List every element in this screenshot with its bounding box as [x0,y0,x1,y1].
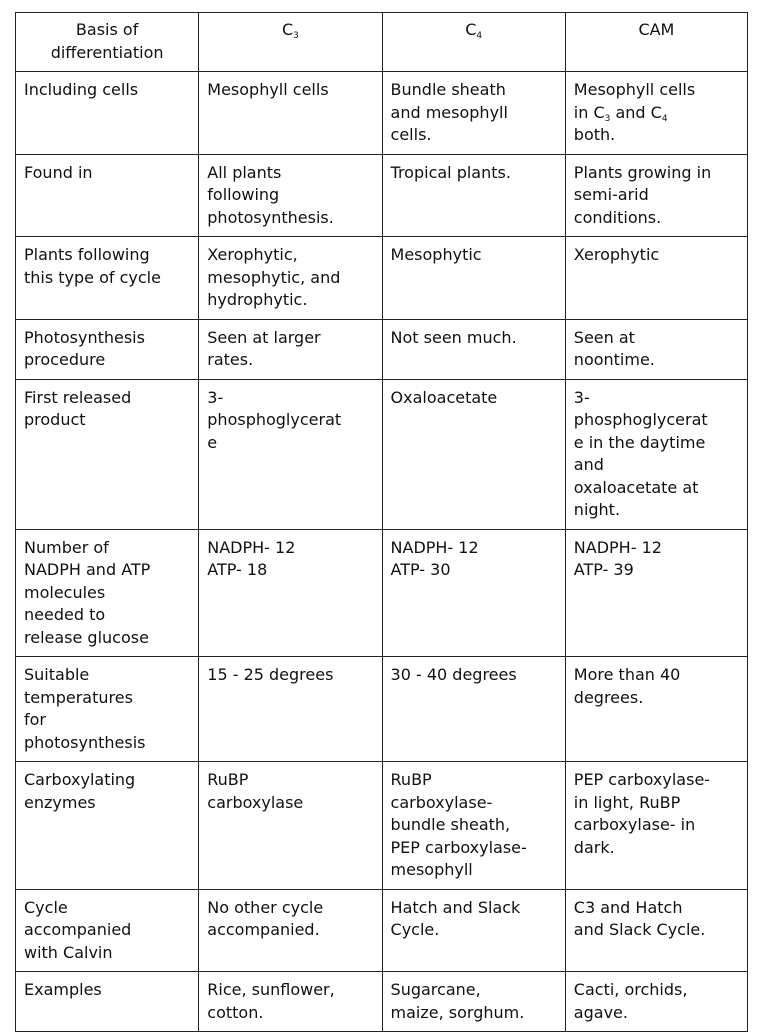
table-row [16,762,748,890]
cam-cell: Mesophyll cells in $C_3$ and $C_4$ both. [565,72,747,155]
table-row [16,529,748,657]
c4-cell: NADPH- 12 ATP- 30 [382,529,565,657]
basis-cell: Number of NADPH and ATP molecules needed to release glucose [16,529,199,657]
table-row [16,319,748,379]
header-c3: $C_3$ [199,13,382,72]
c4-cell: Mesophytic [382,237,565,320]
c3-cell: Xerophytic, mesophytic, and hydrophytic. [199,237,382,320]
c3-cell: RuBP carboxylase [199,762,382,890]
table-row [16,379,748,529]
basis-cell: Cycle accompanied with Calvin [16,889,199,972]
table-row [16,657,748,762]
c4-cell: Tropical plants. [382,154,565,237]
c4-cell: Sugarcane, maize, sorghum. [382,972,565,1032]
table-row [16,237,748,320]
basis-cell: First released product [16,379,199,529]
c3-cell: Seen at larger rates. [199,319,382,379]
c3-cell: All plants following photosynthesis. [199,154,382,237]
basis-cell: Suitable temperatures for photosynthesis [16,657,199,762]
cam-cell: Seen at noontime. [565,319,747,379]
c3-cell: 3- phosphoglycerat e [199,379,382,529]
c4-cell: Oxaloacetate [382,379,565,529]
basis-cell: Found in [16,154,199,237]
c4-cell: RuBP carboxylase- bundle sheath, PEP carboxylase- mesophyll [382,762,565,890]
cam-cell: PEP carboxylase- in light, RuBP carboxylase- in dark. [565,762,747,890]
header-basis: Basis of differentiation [16,13,199,72]
c3-cell: No other cycle accompanied. [199,889,382,972]
header-c4: $C_4$ [382,13,565,72]
basis-cell: Plants following this type of cycle [16,237,199,320]
cam-cell: Plants growing in semi-arid conditions. [565,154,747,237]
table-row [16,972,748,1032]
cam-cell: C3 and Hatch and Slack Cycle. [565,889,747,972]
c3-cell: Mesophyll cells [199,72,382,155]
basis-cell: Examples [16,972,199,1032]
c4-cell: Bundle sheath and mesophyll cells. [382,72,565,155]
header-cam: CAM [565,13,747,72]
table-row [16,72,748,155]
c3-cell: NADPH- 12 ATP- 18 [199,529,382,657]
basis-cell: Including cells [16,72,199,155]
c4-cell: 30 - 40 degrees [382,657,565,762]
c4-cell: Not seen much. [382,319,565,379]
table-row [16,154,748,237]
comparison-table [15,12,748,1032]
header-row [16,13,748,72]
cam-cell: Cacti, orchids, agave. [565,972,747,1032]
table-row [16,889,748,972]
basis-cell: Photosynthesis procedure [16,319,199,379]
cam-cell: 3- phosphoglycerat e in the daytime and oxaloacetate at night. [565,379,747,529]
cam-cell: NADPH- 12 ATP- 39 [565,529,747,657]
cam-cell: More than 40 degrees. [565,657,747,762]
cam-cell: Xerophytic [565,237,747,320]
c3-cell: Rice, sunflower, cotton. [199,972,382,1032]
c3-cell: 15 - 25 degrees [199,657,382,762]
c4-cell: Hatch and Slack Cycle. [382,889,565,972]
basis-cell: Carboxylating enzymes [16,762,199,890]
